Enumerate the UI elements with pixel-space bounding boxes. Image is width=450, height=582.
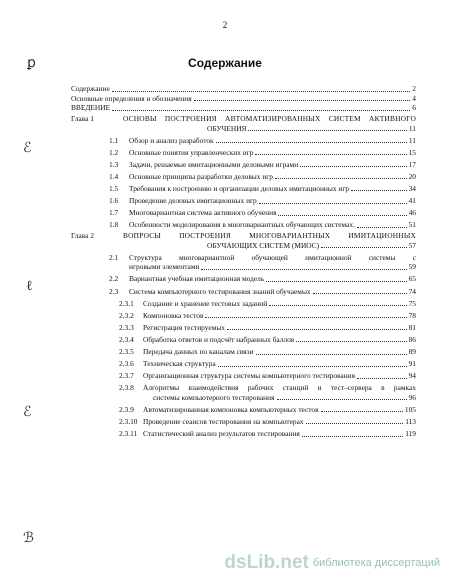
toc-entry [71,299,416,309]
toc-page: 57 [408,240,416,250]
toc-title: ОБУЧЕНИЯ [207,123,247,133]
toc-number: 1.6 [109,196,119,206]
dot-leader [321,411,403,412]
page-number: 2 [222,20,228,30]
dot-leader [112,91,411,92]
toc-entry [71,274,416,284]
toc-number: 1.2 [109,147,119,157]
toc-title: Требования к построению и организации деловых имитационных игр [129,183,350,193]
toc-page: 78 [408,310,416,320]
dot-leader [201,269,406,270]
toc-title-line: Алгоритмы взаимодействия рабочих станций и тест–сервера в рамках [143,383,416,393]
dot-leader [259,203,407,204]
toc-entry [71,103,416,113]
dot-leader [218,366,407,367]
dot-leader [227,329,407,330]
dot-leader [357,227,407,228]
toc-number: Глава 1 [71,114,94,123]
toc-entry [71,311,416,321]
toc-number: Глава 2 [71,231,94,241]
dot-leader [302,436,403,437]
dot-leader [321,247,407,248]
toc-page: 81 [408,322,416,332]
toc-title-line: Структура многовариантной обучающей имитационной системы с [129,252,416,262]
toc-title: игровыми элементами [129,262,200,272]
toc-page: 94 [408,371,416,381]
toc-title: Вариантная учебная имитационная модель [129,274,265,284]
toc-entry [71,172,416,182]
watermark [224,552,440,574]
toc-page: 59 [408,262,416,272]
toc-number: 2.3.3 [119,322,134,332]
toc-title: ВВЕДЕНИЕ [71,103,111,112]
toc-entry [71,231,416,250]
dot-leader [266,281,406,282]
toc-page: 105 [404,404,416,414]
toc-title: системы компьютерного тестирования [153,392,275,402]
toc-entry [71,148,416,158]
toc-title: Содержание [71,84,110,93]
toc-entry [71,335,416,345]
toc-number: 2.3.6 [119,359,134,369]
toc-number: 2.2 [109,274,119,284]
toc-title: Основные определения и обозначения [71,93,192,103]
toc-entry [71,405,416,415]
toc-entry [71,429,416,439]
toc-number: 1.8 [109,220,119,230]
toc-title: Обработка ответов и подсчёт набранных баллов [143,334,295,344]
toc-page: 89 [408,347,416,356]
toc-page: 74 [408,286,416,296]
toc-page: 6 [412,103,416,112]
toc-page: 91 [408,359,416,369]
toc-entry [71,220,416,230]
toc-entry [71,114,416,133]
toc-page: 86 [408,334,416,344]
toc-title: Компоновка тестов [143,310,204,320]
dot-leader [112,110,410,111]
toc-page: 34 [408,183,416,193]
toc-title-line: ОСНОВЫ ПОСТРОЕНИЯ АВТОМАТИЗИРОВАННЫХ СИСТЕМ АКТИВНОГО [123,114,416,123]
toc-page: 11 [408,135,416,145]
toc-page: 113 [405,416,416,426]
toc-title: Создание и хранение тестовых заданий [143,298,268,308]
dot-leader [306,423,404,424]
toc-title: Автоматизированная компоновка компьютерных тестов [143,404,319,414]
toc-entry [71,253,416,272]
toc-entry [71,94,416,104]
dot-leader [256,354,407,355]
toc-number: 2.3.2 [119,310,134,320]
toc-title: Техническая структура [143,359,216,369]
margin-mark: ℰ [23,405,32,420]
toc-page: 20 [408,171,416,181]
toc-number: 2.3 [109,286,119,296]
toc-page: 51 [408,220,416,230]
toc-number: 2.3.5 [119,347,134,356]
toc-entry [71,323,416,333]
toc-title: ОБУЧАЮЩИХ СИСТЕМ (МИОС) [207,240,320,250]
dot-leader [277,399,407,400]
toc-title: Статистический анализ результатов тестирования [143,429,300,439]
toc-number: 2.3.11 [119,429,138,439]
toc-page: 2 [412,84,416,93]
dot-leader [216,142,407,143]
toc-title: Многовариантная система активного обучения [129,208,277,218]
dot-leader [248,130,406,131]
toc-page: 75 [408,298,416,308]
toc-entry [71,196,416,206]
toc-number: 1.1 [109,135,119,145]
toc-title: Основные понятия управленческих игр [129,147,254,157]
watermark-logo: dsLib.net [224,552,309,573]
dot-leader [205,317,406,318]
toc-title: Проведение сеансов тестирования на компьютерах [143,416,304,426]
toc-title: Особенности моделирования в многовариантных обучающих системах. [129,220,355,230]
dot-leader [357,378,407,379]
toc-number: 2.3.4 [119,334,134,344]
toc-title: Организационная структура системы компьютерного тестирования [143,371,356,381]
dot-leader [300,166,406,167]
dot-leader [296,341,406,342]
dot-leader [275,178,407,179]
toc-number: 2.3.9 [119,404,134,414]
toc-entry [71,84,416,94]
toc-entry [71,371,416,381]
toc-number: 2.3.1 [119,298,134,308]
toc-title-line: ВОПРОСЫ ПОСТРОЕНИЯ МНОГОВАРИАНТНЫХ ИМИТАЦИОННЫХ [123,231,416,241]
toc-page: 41 [408,196,416,206]
toc-number: 2.1 [109,252,119,262]
dot-leader [278,215,406,216]
toc-number: 1.5 [109,183,119,193]
toc-entry [71,184,416,194]
toc-number: 2.3.7 [119,371,134,381]
margin-mark: ꝑ [27,56,36,71]
toc-entry [71,287,416,297]
toc-number: 2.3.10 [119,416,138,426]
toc-entry [71,383,416,402]
table-of-contents [71,84,416,439]
dot-leader [313,293,407,294]
margin-mark: ℓ [26,279,33,294]
toc-page: 11 [408,123,416,133]
toc-title: Задачи, решаемые имитационными деловыми играми [129,159,299,169]
toc-page: 4 [412,93,416,103]
toc-number: 1.4 [109,171,119,181]
toc-title: Регистрация тестируемых [143,322,225,332]
toc-page: 17 [408,159,416,169]
toc-title: Передача данных по каналам связи [143,347,254,356]
toc-page: 96 [408,392,416,402]
toc-title: Обзор и анализ разработок [129,135,214,145]
toc-page: 46 [408,208,416,218]
margin-mark: ℬ [23,531,35,546]
dot-leader [351,190,407,191]
toc-entry [71,160,416,170]
toc-page: 119 [405,429,416,439]
watermark-tagline: библиотека диссертаций [312,557,440,569]
toc-title: Проведение деловых имитационных игр [129,196,257,206]
toc-entry [71,347,416,357]
toc-page: 65 [408,274,416,284]
toc-entry [71,417,416,427]
toc-number: 1.7 [109,208,119,218]
margin-mark: ℰ [23,141,32,156]
toc-number: 1.3 [109,159,119,169]
toc-number: 2.3.8 [119,383,134,393]
dot-leader [269,305,406,306]
dot-leader [255,154,406,155]
toc-entry [71,359,416,369]
toc-entry [71,136,416,146]
dot-leader [194,100,411,101]
toc-title: Основные принципы разработки деловых игр [129,171,274,181]
toc-title: Система компьютерного тестирования знаний обучаемых [129,286,311,296]
toc-page: 15 [408,147,416,157]
toc-entry [71,208,416,218]
page-title: Содержание [188,56,262,70]
